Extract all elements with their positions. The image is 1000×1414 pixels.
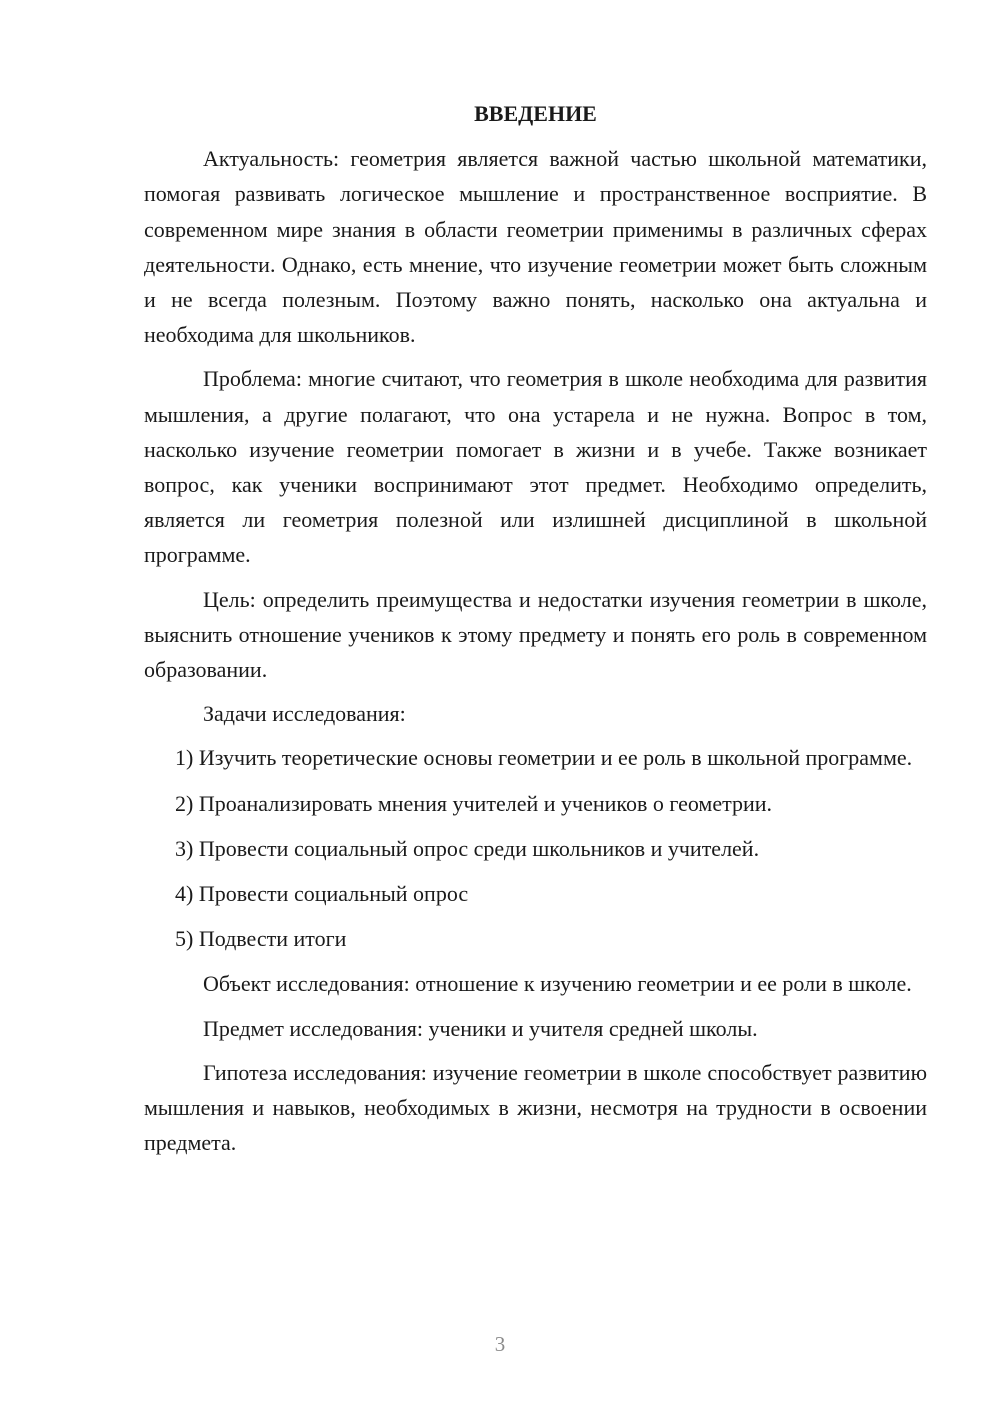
paragraph-relevance: Актуальность: геометрия является важной частью школьной математики, помогая развивать логическое мышление и пространственное восприятие. В современном мире знания в области геометрии применимы в различных сферах деятельности. Однако, есть мнение, что изучение геометрии может быть сложным и не всегда полезным. Поэтому важно понять, насколько она актуальна и необходима для школьников. [144, 146, 927, 348]
task-item-2: 2) Проанализировать мнения учителей и учеников о геометрии. [175, 790, 773, 816]
task-item-1: 1) Изучить теоретические основы геометрии и ее роль в школьной программе. [175, 745, 913, 771]
paragraph-goal: Цель: определить преимущества и недостатки изучения геометрии в школе, выяснить отношение учеников к этому предмету и понять его роль в современном образовании. [144, 586, 927, 683]
paragraph-hypothesis: Гипотеза исследования: изучение геометрии в школе способствует развитию мышления и навыков, необходимых в жизни, несмотря на трудности в освоении предмета. [144, 1059, 927, 1156]
paragraph-subject: Предмет исследования: ученики и учителя средней школы. [203, 1015, 758, 1041]
paragraph-tasks-heading: Задачи исследования: [203, 701, 406, 727]
section-title: ВВЕДЕНИЕ [474, 101, 597, 126]
paragraph-problem: Проблема: многие считают, что геометрия в школе необходима для развития мышления, а другие полагают, что она устарела и не нужна. Вопрос в том, насколько изучение геометрии помогает в жизни и в учебе. Также возникает вопрос, как ученики воспринимают этот предмет. Необходимо определить, является ли геометрия полезной или излишней дисциплиной в школьной программе. [144, 366, 927, 568]
page-content [144, 96, 927, 1169]
page-number: 3 [494, 1332, 506, 1356]
task-item-3: 3) Провести социальный опрос среди школьников и учителей. [175, 835, 760, 861]
paragraph-object: Объект исследования: отношение к изучению геометрии и ее роли в школе. [203, 971, 912, 997]
task-item-5: 5) Подвести итоги [175, 926, 347, 952]
task-item-4: 4) Провести социальный опрос [175, 881, 469, 907]
